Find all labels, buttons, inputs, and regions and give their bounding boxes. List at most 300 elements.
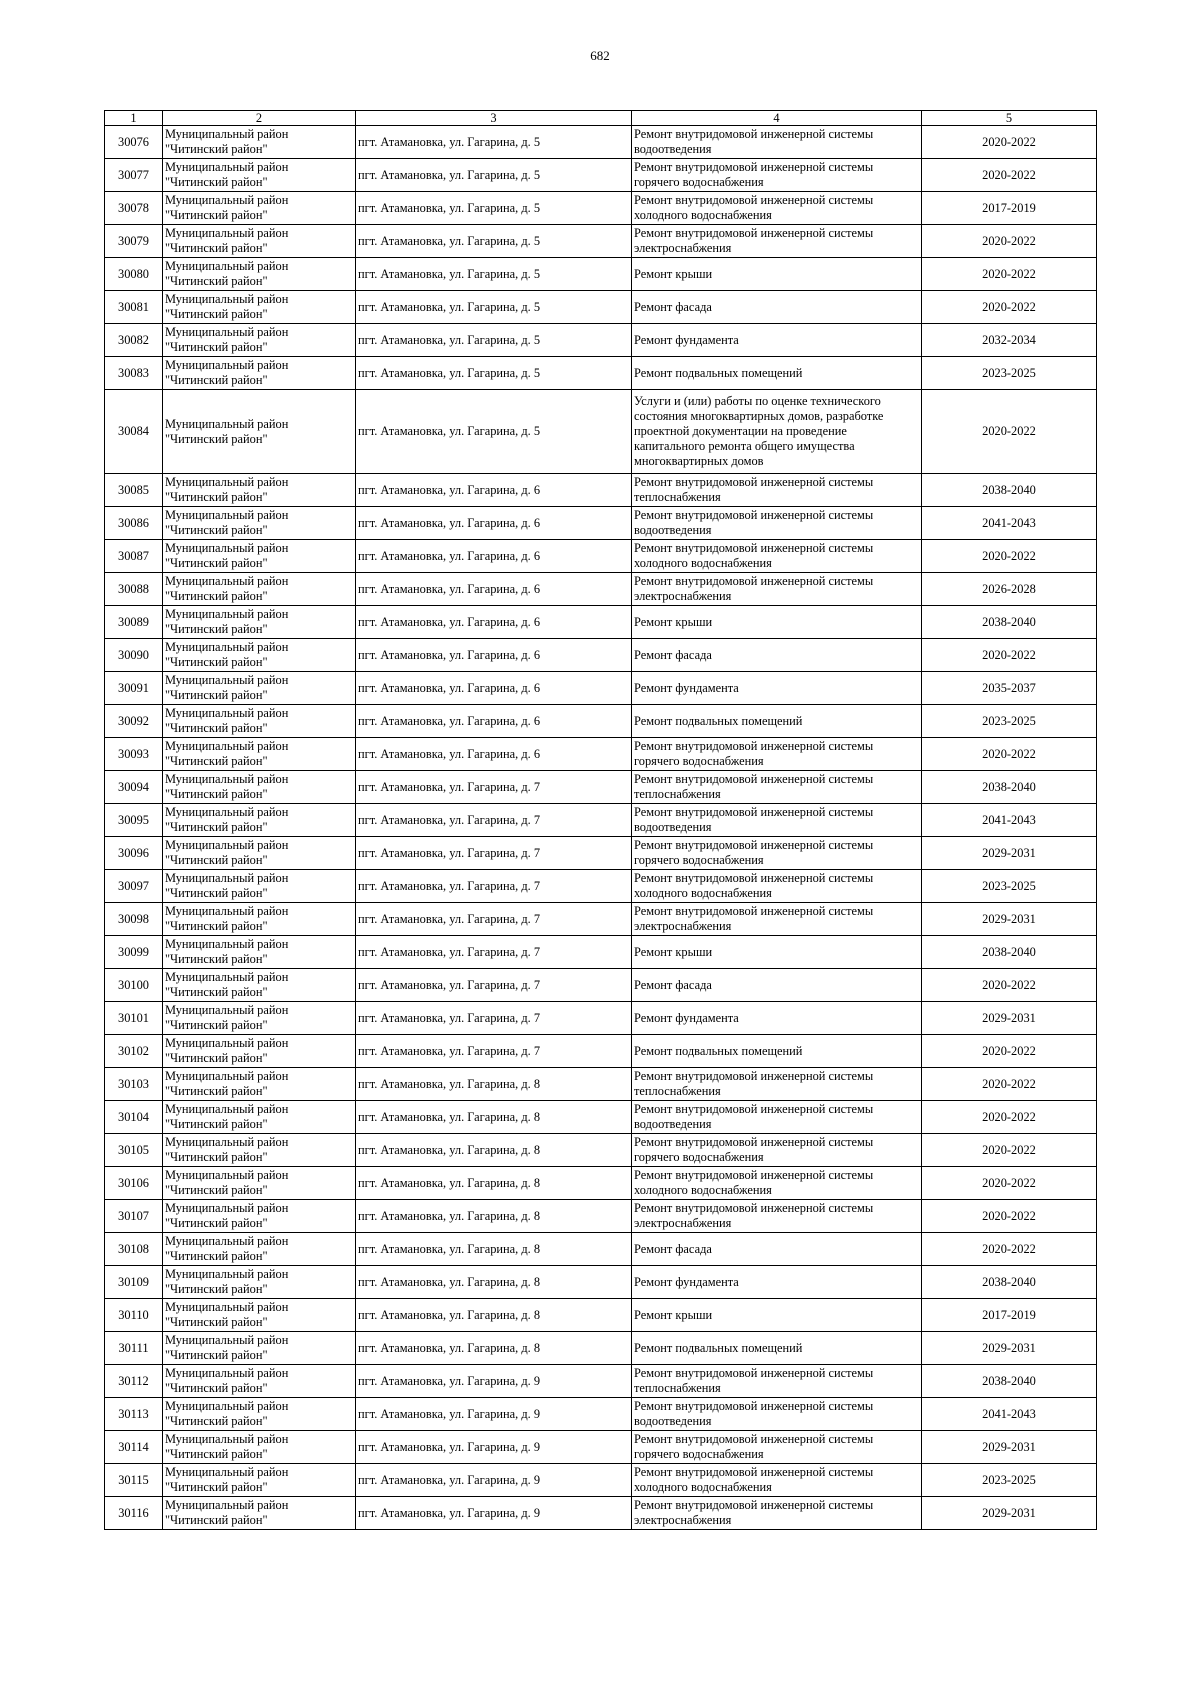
work-type-line: теплоснабжения <box>634 490 721 504</box>
table-row <box>105 1431 1097 1464</box>
work-type-line: водоотведения <box>634 820 712 834</box>
work-type-cell <box>632 126 922 159</box>
municipality-line: "Читинский район" <box>165 1117 268 1131</box>
table-row <box>105 258 1097 291</box>
work-type-line: многоквартирных домов <box>634 454 764 468</box>
row-number-cell: 30109 <box>105 1266 163 1299</box>
municipality-cell <box>163 1002 356 1035</box>
address-cell: пгт. Атамановка, ул. Гагарина, д. 6 <box>356 738 632 771</box>
municipality-line: "Читинский район" <box>165 1315 268 1329</box>
address-cell: пгт. Атамановка, ул. Гагарина, д. 8 <box>356 1200 632 1233</box>
municipality-line: Муниципальный район <box>165 292 289 306</box>
period-cell: 2026-2028 <box>922 573 1097 606</box>
work-type-line: холодного водоснабжения <box>634 556 772 570</box>
work-type-line: капитального ремонта общего имущества <box>634 439 855 453</box>
work-type-line: Ремонт внутридомовой инженерной системы <box>634 1432 874 1446</box>
municipality-line: Муниципальный район <box>165 673 289 687</box>
work-type-line: Ремонт внутридомовой инженерной системы <box>634 160 874 174</box>
work-type-line: Ремонт внутридомовой инженерной системы <box>634 1102 874 1116</box>
table-row <box>105 126 1097 159</box>
work-type-cell <box>632 1398 922 1431</box>
address-cell: пгт. Атамановка, ул. Гагарина, д. 5 <box>356 324 632 357</box>
municipality-line: Муниципальный район <box>165 127 289 141</box>
period-cell: 2041-2043 <box>922 1398 1097 1431</box>
municipality-line: "Читинский район" <box>165 952 268 966</box>
work-type-line: электроснабжения <box>634 1513 732 1527</box>
period-cell: 2020-2022 <box>922 1134 1097 1167</box>
municipality-cell <box>163 1167 356 1200</box>
work-type-line: электроснабжения <box>634 589 732 603</box>
municipality-line: Муниципальный район <box>165 706 289 720</box>
municipality-cell <box>163 936 356 969</box>
address-cell: пгт. Атамановка, ул. Гагарина, д. 5 <box>356 291 632 324</box>
municipality-cell <box>163 738 356 771</box>
work-type-line: Ремонт внутридомовой инженерной системы <box>634 127 874 141</box>
municipality-line: Муниципальный район <box>165 325 289 339</box>
work-type-line: Ремонт внутридомовой инженерной системы <box>634 838 874 852</box>
address-cell: пгт. Атамановка, ул. Гагарина, д. 6 <box>356 606 632 639</box>
address-cell: пгт. Атамановка, ул. Гагарина, д. 6 <box>356 573 632 606</box>
work-type-cell <box>632 903 922 936</box>
address-cell: пгт. Атамановка, ул. Гагарина, д. 9 <box>356 1365 632 1398</box>
work-type-line: Ремонт подвальных помещений <box>634 1043 803 1058</box>
work-type-cell <box>632 1464 922 1497</box>
work-type-line: Услуги и (или) работы по оценке технического <box>634 394 881 408</box>
period-cell: 2038-2040 <box>922 1365 1097 1398</box>
municipality-line: "Читинский район" <box>165 754 268 768</box>
address-cell: пгт. Атамановка, ул. Гагарина, д. 8 <box>356 1101 632 1134</box>
municipality-cell <box>163 1332 356 1365</box>
municipality-line: Муниципальный район <box>165 1267 289 1281</box>
capital-repair-table <box>104 110 1097 1530</box>
address-cell: пгт. Атамановка, ул. Гагарина, д. 9 <box>356 1497 632 1530</box>
municipality-cell <box>163 804 356 837</box>
table-row <box>105 606 1097 639</box>
work-type-line: Ремонт внутридомовой инженерной системы <box>634 574 874 588</box>
municipality-cell <box>163 1101 356 1134</box>
work-type-line: проектной документации на проведение <box>634 424 847 438</box>
table-row <box>105 837 1097 870</box>
address-cell: пгт. Атамановка, ул. Гагарина, д. 8 <box>356 1233 632 1266</box>
municipality-line: "Читинский район" <box>165 431 268 446</box>
municipality-line: "Читинский район" <box>165 373 268 387</box>
work-type-line: Ремонт крыши <box>634 944 713 959</box>
address-cell: пгт. Атамановка, ул. Гагарина, д. 7 <box>356 1035 632 1068</box>
work-type-line: Ремонт внутридомовой инженерной системы <box>634 1399 874 1413</box>
municipality-cell <box>163 1266 356 1299</box>
municipality-cell <box>163 1431 356 1464</box>
work-type-cell <box>632 1101 922 1134</box>
municipality-cell <box>163 390 356 474</box>
work-type-cell <box>632 738 922 771</box>
table-row <box>105 540 1097 573</box>
row-number-cell: 30089 <box>105 606 163 639</box>
municipality-cell <box>163 837 356 870</box>
table-row <box>105 1464 1097 1497</box>
period-cell: 2020-2022 <box>922 1200 1097 1233</box>
work-type-line: Ремонт внутридомовой инженерной системы <box>634 1168 874 1182</box>
table-row <box>105 1101 1097 1134</box>
table-row <box>105 870 1097 903</box>
municipality-line: "Читинский район" <box>165 1150 268 1164</box>
period-cell: 2017-2019 <box>922 1299 1097 1332</box>
address-cell: пгт. Атамановка, ул. Гагарина, д. 6 <box>356 639 632 672</box>
work-type-line: Ремонт фасада <box>634 1241 712 1256</box>
work-type-cell <box>632 1365 922 1398</box>
period-cell: 2023-2025 <box>922 357 1097 390</box>
work-type-cell <box>632 606 922 639</box>
row-number-cell: 30105 <box>105 1134 163 1167</box>
table-row <box>105 1002 1097 1035</box>
address-cell: пгт. Атамановка, ул. Гагарина, д. 8 <box>356 1134 632 1167</box>
work-type-line: Ремонт внутридомовой инженерной системы <box>634 1135 874 1149</box>
address-cell: пгт. Атамановка, ул. Гагарина, д. 8 <box>356 1068 632 1101</box>
row-number-cell: 30096 <box>105 837 163 870</box>
table-row <box>105 1233 1097 1266</box>
period-cell: 2038-2040 <box>922 771 1097 804</box>
address-cell: пгт. Атамановка, ул. Гагарина, д. 5 <box>356 159 632 192</box>
address-cell: пгт. Атамановка, ул. Гагарина, д. 5 <box>356 225 632 258</box>
period-cell: 2023-2025 <box>922 870 1097 903</box>
municipality-line: Муниципальный район <box>165 508 289 522</box>
row-number-cell: 30108 <box>105 1233 163 1266</box>
municipality-line: "Читинский район" <box>165 1018 268 1032</box>
period-cell: 2029-2031 <box>922 903 1097 936</box>
municipality-cell <box>163 573 356 606</box>
row-number-cell: 30085 <box>105 474 163 507</box>
municipality-line: "Читинский район" <box>165 307 268 321</box>
table-row <box>105 507 1097 540</box>
work-type-cell <box>632 390 922 474</box>
municipality-line: "Читинский район" <box>165 340 268 354</box>
table-row <box>105 1035 1097 1068</box>
municipality-cell <box>163 258 356 291</box>
period-cell: 2038-2040 <box>922 936 1097 969</box>
row-number-cell: 30107 <box>105 1200 163 1233</box>
municipality-line: "Читинский район" <box>165 142 268 156</box>
work-type-line: Ремонт подвальных помещений <box>634 713 803 728</box>
work-type-line: состояния многоквартирных домов, разработке <box>634 409 884 423</box>
work-type-cell <box>632 1167 922 1200</box>
municipality-line: Муниципальный район <box>165 970 289 984</box>
period-cell: 2038-2040 <box>922 1266 1097 1299</box>
work-type-cell <box>632 1035 922 1068</box>
row-number-cell: 30079 <box>105 225 163 258</box>
municipality-line: Муниципальный район <box>165 1102 289 1116</box>
municipality-line: "Читинский район" <box>165 622 268 636</box>
period-cell: 2041-2043 <box>922 507 1097 540</box>
municipality-line: "Читинский район" <box>165 853 268 867</box>
row-number-cell: 30099 <box>105 936 163 969</box>
work-type-line: горячего водоснабжения <box>634 1447 764 1461</box>
work-type-line: электроснабжения <box>634 1216 732 1230</box>
period-cell: 2020-2022 <box>922 639 1097 672</box>
work-type-line: Ремонт крыши <box>634 614 713 629</box>
municipality-cell <box>163 474 356 507</box>
column-header: 4 <box>632 111 922 126</box>
address-cell: пгт. Атамановка, ул. Гагарина, д. 5 <box>356 126 632 159</box>
address-cell: пгт. Атамановка, ул. Гагарина, д. 6 <box>356 474 632 507</box>
row-number-cell: 30082 <box>105 324 163 357</box>
municipality-cell <box>163 507 356 540</box>
row-number-cell: 30110 <box>105 1299 163 1332</box>
period-cell: 2020-2022 <box>922 1101 1097 1134</box>
row-number-cell: 30088 <box>105 573 163 606</box>
work-type-line: Ремонт внутридомовой инженерной системы <box>634 871 874 885</box>
address-cell: пгт. Атамановка, ул. Гагарина, д. 8 <box>356 1332 632 1365</box>
table-row <box>105 771 1097 804</box>
row-number-cell: 30104 <box>105 1101 163 1134</box>
work-type-line: горячего водоснабжения <box>634 754 764 768</box>
municipality-line: "Читинский район" <box>165 1051 268 1065</box>
table-row <box>105 159 1097 192</box>
row-number-cell: 30100 <box>105 969 163 1002</box>
address-cell: пгт. Атамановка, ул. Гагарина, д. 7 <box>356 903 632 936</box>
work-type-line: Ремонт подвальных помещений <box>634 365 803 380</box>
work-type-line: Ремонт внутридомовой инженерной системы <box>634 193 874 207</box>
municipality-line: Муниципальный район <box>165 193 289 207</box>
address-cell: пгт. Атамановка, ул. Гагарина, д. 5 <box>356 192 632 225</box>
row-number-cell: 30078 <box>105 192 163 225</box>
work-type-cell <box>632 573 922 606</box>
work-type-cell <box>632 507 922 540</box>
period-cell: 2023-2025 <box>922 705 1097 738</box>
work-type-line: горячего водоснабжения <box>634 175 764 189</box>
table-row <box>105 1299 1097 1332</box>
work-type-line: Ремонт внутридомовой инженерной системы <box>634 1069 874 1083</box>
municipality-line: "Читинский район" <box>165 490 268 504</box>
municipality-line: Муниципальный район <box>165 1399 289 1413</box>
work-type-line: Ремонт внутридомовой инженерной системы <box>634 772 874 786</box>
address-cell: пгт. Атамановка, ул. Гагарина, д. 7 <box>356 870 632 903</box>
work-type-cell <box>632 672 922 705</box>
row-number-cell: 30080 <box>105 258 163 291</box>
municipality-line: "Читинский район" <box>165 241 268 255</box>
address-cell: пгт. Атамановка, ул. Гагарина, д. 6 <box>356 705 632 738</box>
period-cell: 2038-2040 <box>922 606 1097 639</box>
work-type-cell <box>632 159 922 192</box>
table-row <box>105 474 1097 507</box>
municipality-cell <box>163 225 356 258</box>
work-type-line: электроснабжения <box>634 241 732 255</box>
address-cell: пгт. Атамановка, ул. Гагарина, д. 8 <box>356 1299 632 1332</box>
work-type-line: электроснабжения <box>634 919 732 933</box>
work-type-line: горячего водоснабжения <box>634 853 764 867</box>
period-cell: 2029-2031 <box>922 837 1097 870</box>
municipality-line: Муниципальный район <box>165 1333 289 1347</box>
municipality-line: "Читинский район" <box>165 274 268 288</box>
municipality-cell <box>163 1398 356 1431</box>
row-number-cell: 30094 <box>105 771 163 804</box>
row-number-cell: 30097 <box>105 870 163 903</box>
work-type-line: Ремонт крыши <box>634 1307 713 1322</box>
address-cell: пгт. Атамановка, ул. Гагарина, д. 5 <box>356 390 632 474</box>
period-cell: 2020-2022 <box>922 969 1097 1002</box>
work-type-line: холодного водоснабжения <box>634 1480 772 1494</box>
municipality-line: Муниципальный район <box>165 1498 289 1512</box>
work-type-line: Ремонт внутридомовой инженерной системы <box>634 475 874 489</box>
municipality-cell <box>163 903 356 936</box>
address-cell: пгт. Атамановка, ул. Гагарина, д. 6 <box>356 507 632 540</box>
municipality-line: Муниципальный район <box>165 416 289 431</box>
work-type-line: Ремонт внутридомовой инженерной системы <box>634 904 874 918</box>
municipality-line: Муниципальный район <box>165 904 289 918</box>
work-type-cell <box>632 771 922 804</box>
municipality-line: "Читинский район" <box>165 721 268 735</box>
address-cell: пгт. Атамановка, ул. Гагарина, д. 8 <box>356 1167 632 1200</box>
row-number-cell: 30114 <box>105 1431 163 1464</box>
table-row <box>105 1398 1097 1431</box>
municipality-cell <box>163 639 356 672</box>
work-type-cell <box>632 474 922 507</box>
municipality-line: Муниципальный район <box>165 805 289 819</box>
municipality-cell <box>163 1497 356 1530</box>
municipality-line: "Читинский район" <box>165 1414 268 1428</box>
address-cell: пгт. Атамановка, ул. Гагарина, д. 9 <box>356 1431 632 1464</box>
table-row <box>105 1167 1097 1200</box>
municipality-line: Муниципальный район <box>165 1036 289 1050</box>
period-cell: 2020-2022 <box>922 390 1097 474</box>
municipality-line: Муниципальный район <box>165 259 289 273</box>
period-cell: 2029-2031 <box>922 1002 1097 1035</box>
row-number-cell: 30106 <box>105 1167 163 1200</box>
work-type-line: теплоснабжения <box>634 787 721 801</box>
work-type-line: Ремонт фасада <box>634 977 712 992</box>
table-row <box>105 573 1097 606</box>
row-number-cell: 30090 <box>105 639 163 672</box>
work-type-line: водоотведения <box>634 1414 712 1428</box>
address-cell: пгт. Атамановка, ул. Гагарина, д. 7 <box>356 804 632 837</box>
work-type-cell <box>632 1002 922 1035</box>
work-type-cell <box>632 540 922 573</box>
municipality-line: Муниципальный район <box>165 1234 289 1248</box>
municipality-cell <box>163 705 356 738</box>
municipality-line: Муниципальный район <box>165 772 289 786</box>
work-type-cell <box>632 357 922 390</box>
table-row <box>105 324 1097 357</box>
row-number-cell: 30095 <box>105 804 163 837</box>
row-number-cell: 30084 <box>105 390 163 474</box>
municipality-line: Муниципальный район <box>165 358 289 372</box>
municipality-line: "Читинский район" <box>165 919 268 933</box>
row-number-cell: 30101 <box>105 1002 163 1035</box>
work-type-line: Ремонт внутридомовой инженерной системы <box>634 1201 874 1215</box>
municipality-line: "Читинский район" <box>165 1513 268 1527</box>
address-cell: пгт. Атамановка, ул. Гагарина, д. 5 <box>356 357 632 390</box>
municipality-line: Муниципальный район <box>165 1300 289 1314</box>
municipality-line: "Читинский район" <box>165 1216 268 1230</box>
period-cell: 2029-2031 <box>922 1332 1097 1365</box>
period-cell: 2020-2022 <box>922 159 1097 192</box>
municipality-cell <box>163 357 356 390</box>
row-number-cell: 30081 <box>105 291 163 324</box>
municipality-cell <box>163 672 356 705</box>
municipality-cell <box>163 1200 356 1233</box>
table-row <box>105 1332 1097 1365</box>
municipality-cell <box>163 1035 356 1068</box>
municipality-cell <box>163 870 356 903</box>
work-type-line: холодного водоснабжения <box>634 886 772 900</box>
work-type-line: водоотведения <box>634 523 712 537</box>
table-row <box>105 192 1097 225</box>
municipality-cell <box>163 1464 356 1497</box>
table-body <box>105 126 1097 1530</box>
municipality-line: "Читинский район" <box>165 820 268 834</box>
row-number-cell: 30112 <box>105 1365 163 1398</box>
period-cell: 2020-2022 <box>922 225 1097 258</box>
work-type-cell <box>632 225 922 258</box>
work-type-line: теплоснабжения <box>634 1084 721 1098</box>
municipality-line: "Читинский район" <box>165 985 268 999</box>
municipality-cell <box>163 1233 356 1266</box>
row-number-cell: 30083 <box>105 357 163 390</box>
work-type-line: Ремонт крыши <box>634 266 713 281</box>
municipality-line: "Читинский район" <box>165 787 268 801</box>
work-type-line: Ремонт подвальных помещений <box>634 1340 803 1355</box>
work-type-cell <box>632 1134 922 1167</box>
municipality-line: Муниципальный район <box>165 739 289 753</box>
work-type-cell <box>632 639 922 672</box>
column-header: 5 <box>922 111 1097 126</box>
period-cell: 2020-2022 <box>922 540 1097 573</box>
row-number-cell: 30093 <box>105 738 163 771</box>
work-type-line: Ремонт фундамента <box>634 332 739 347</box>
municipality-line: Муниципальный район <box>165 871 289 885</box>
municipality-line: Муниципальный район <box>165 1432 289 1446</box>
period-cell: 2032-2034 <box>922 324 1097 357</box>
period-cell: 2029-2031 <box>922 1497 1097 1530</box>
period-cell: 2020-2022 <box>922 258 1097 291</box>
municipality-cell <box>163 606 356 639</box>
period-cell: 2029-2031 <box>922 1431 1097 1464</box>
address-cell: пгт. Атамановка, ул. Гагарина, д. 5 <box>356 258 632 291</box>
work-type-line: Ремонт внутридомовой инженерной системы <box>634 739 874 753</box>
municipality-line: "Читинский район" <box>165 556 268 570</box>
table-row <box>105 1068 1097 1101</box>
column-header: 3 <box>356 111 632 126</box>
address-cell: пгт. Атамановка, ул. Гагарина, д. 7 <box>356 969 632 1002</box>
work-type-cell <box>632 258 922 291</box>
table-row <box>105 705 1097 738</box>
municipality-cell <box>163 1365 356 1398</box>
municipality-cell <box>163 126 356 159</box>
work-type-cell <box>632 1497 922 1530</box>
municipality-line: "Читинский район" <box>165 589 268 603</box>
table-row <box>105 936 1097 969</box>
period-cell: 2020-2022 <box>922 1068 1097 1101</box>
municipality-line: Муниципальный район <box>165 160 289 174</box>
period-cell: 2020-2022 <box>922 738 1097 771</box>
table-row <box>105 357 1097 390</box>
municipality-line: "Читинский район" <box>165 175 268 189</box>
address-cell: пгт. Атамановка, ул. Гагарина, д. 7 <box>356 771 632 804</box>
work-type-line: Ремонт фасада <box>634 647 712 662</box>
municipality-line: Муниципальный район <box>165 838 289 852</box>
work-type-line: холодного водоснабжения <box>634 208 772 222</box>
row-number-cell: 30115 <box>105 1464 163 1497</box>
address-cell: пгт. Атамановка, ул. Гагарина, д. 7 <box>356 837 632 870</box>
table-row <box>105 1134 1097 1167</box>
municipality-line: Муниципальный район <box>165 937 289 951</box>
municipality-cell <box>163 1134 356 1167</box>
table-row <box>105 225 1097 258</box>
row-number-cell: 30077 <box>105 159 163 192</box>
work-type-cell <box>632 705 922 738</box>
work-type-line: Ремонт внутридомовой инженерной системы <box>634 805 874 819</box>
table-row <box>105 1266 1097 1299</box>
table-row <box>105 639 1097 672</box>
municipality-line: "Читинский район" <box>165 886 268 900</box>
